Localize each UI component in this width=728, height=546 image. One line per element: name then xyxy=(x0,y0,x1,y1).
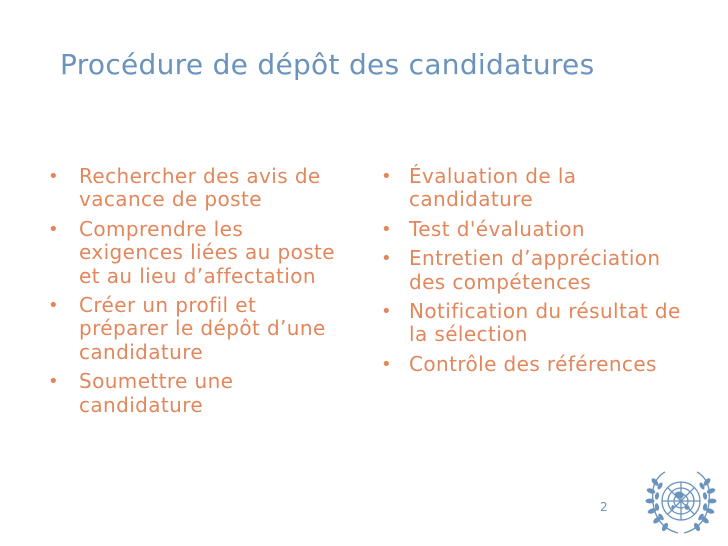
list-item xyxy=(381,165,701,212)
list-item xyxy=(48,370,348,417)
list-item xyxy=(48,294,348,364)
bullet-icon: • xyxy=(381,166,393,187)
list-item-text: Comprendre les exigences liées au poste et au lieu d’affectation xyxy=(79,216,335,288)
bullet-icon: • xyxy=(381,218,393,240)
list-item xyxy=(381,353,701,376)
list-item-text: Créer un profil et préparer le dépôt d’une candidature xyxy=(79,293,326,364)
page-number: 2 xyxy=(600,500,608,514)
bullet-icon: • xyxy=(381,353,393,375)
bullet-icon: • xyxy=(381,248,393,270)
bullet-icon: • xyxy=(48,371,60,393)
un-emblem-icon xyxy=(639,466,723,542)
list-item-text: Contrôle des références xyxy=(409,351,657,376)
list-item-text: Test d'évaluation xyxy=(409,216,585,241)
bullet-icon: • xyxy=(381,301,393,323)
bullet-icon: • xyxy=(48,295,60,317)
bullet-list-left xyxy=(48,165,348,423)
bullet-icon: • xyxy=(48,218,60,240)
list-item xyxy=(381,300,701,347)
bullet-icon: • xyxy=(48,166,60,187)
list-item xyxy=(381,247,701,294)
list-item xyxy=(381,218,701,241)
list-item-text: Notification du résultat de la sélection xyxy=(409,299,681,347)
bullet-list-right xyxy=(381,165,701,382)
list-item-text: Rechercher des avis de vacance de poste xyxy=(79,164,321,212)
list-item-text: Soumettre une candidature xyxy=(79,369,234,417)
slide-title: Procédure de dépôt des candidatures xyxy=(60,48,595,81)
list-item xyxy=(48,218,348,288)
list-item xyxy=(48,165,348,212)
list-item-text: Évaluation de la candidature xyxy=(409,164,577,212)
list-item-text: Entretien d’appréciation des compétences xyxy=(409,246,661,294)
